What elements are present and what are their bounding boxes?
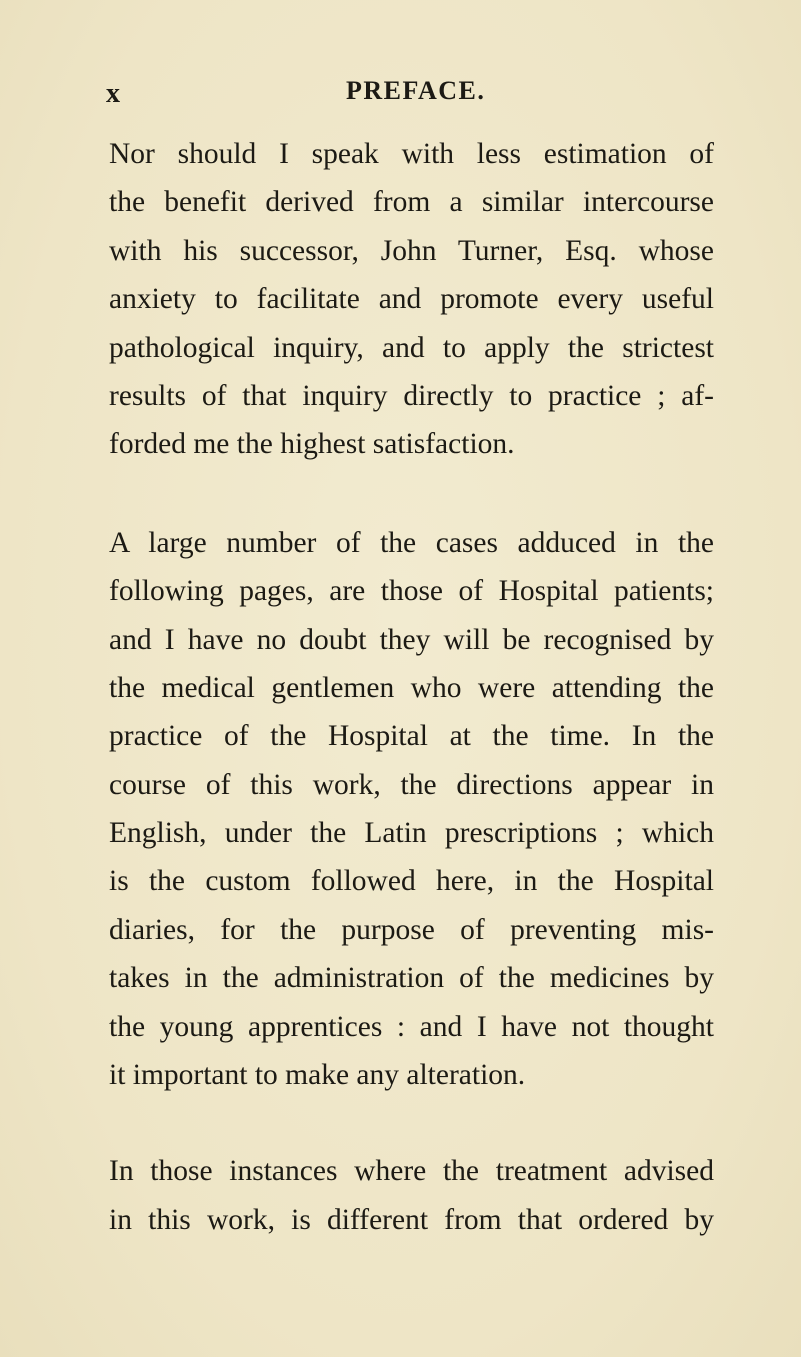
text-line: following pages, are those of Hospital patients; [109, 575, 714, 608]
text-line: the medical gentlemen who were attending the [109, 671, 714, 704]
text-line: results of that inquiry directly to practice ; af- [109, 379, 714, 412]
text-line: course of this work, the directions appear in [109, 768, 714, 801]
running-head: PREFACE. [346, 76, 486, 105]
paragraph-2 [109, 519, 714, 1100]
text-line: In those instances where the treatment advised [109, 1155, 714, 1188]
text-line: takes in the administration of the medicines by [109, 962, 714, 995]
text-line: forded me the highest satisfaction. [109, 428, 515, 461]
text-line: the young apprentices : and I have not thought [109, 1010, 714, 1043]
paragraph-gap [109, 469, 714, 519]
text-line: anxiety to facilitate and promote every useful [109, 283, 714, 316]
page-header [0, 74, 801, 110]
text-line: and I have no doubt they will be recognised by [109, 623, 714, 656]
text-line: it important to make any alteration. [109, 1059, 526, 1092]
paragraph-gap [109, 1099, 714, 1147]
paragraph-3 [109, 1147, 714, 1244]
body-text [109, 130, 714, 1244]
paragraph-1 [109, 130, 714, 469]
page-number: x [106, 78, 121, 109]
text-line: diaries, for the purpose of preventing mis- [109, 913, 714, 946]
text-line: is the custom followed here, in the Hospital [109, 865, 714, 898]
text-line: the benefit derived from a similar intercourse [109, 186, 714, 219]
text-line: practice of the Hospital at the time. In the [109, 720, 714, 753]
text-line: in this work, is different from that ordered by [109, 1203, 714, 1236]
text-line: with his successor, John Turner, Esq. whose [109, 234, 714, 267]
text-line: Nor should I speak with less estimation of [109, 138, 714, 170]
text-line: A large number of the cases adduced in the [109, 526, 714, 559]
text-line: English, under the Latin prescriptions ; which [109, 817, 714, 850]
text-line: pathological inquiry, and to apply the strictest [109, 331, 714, 364]
